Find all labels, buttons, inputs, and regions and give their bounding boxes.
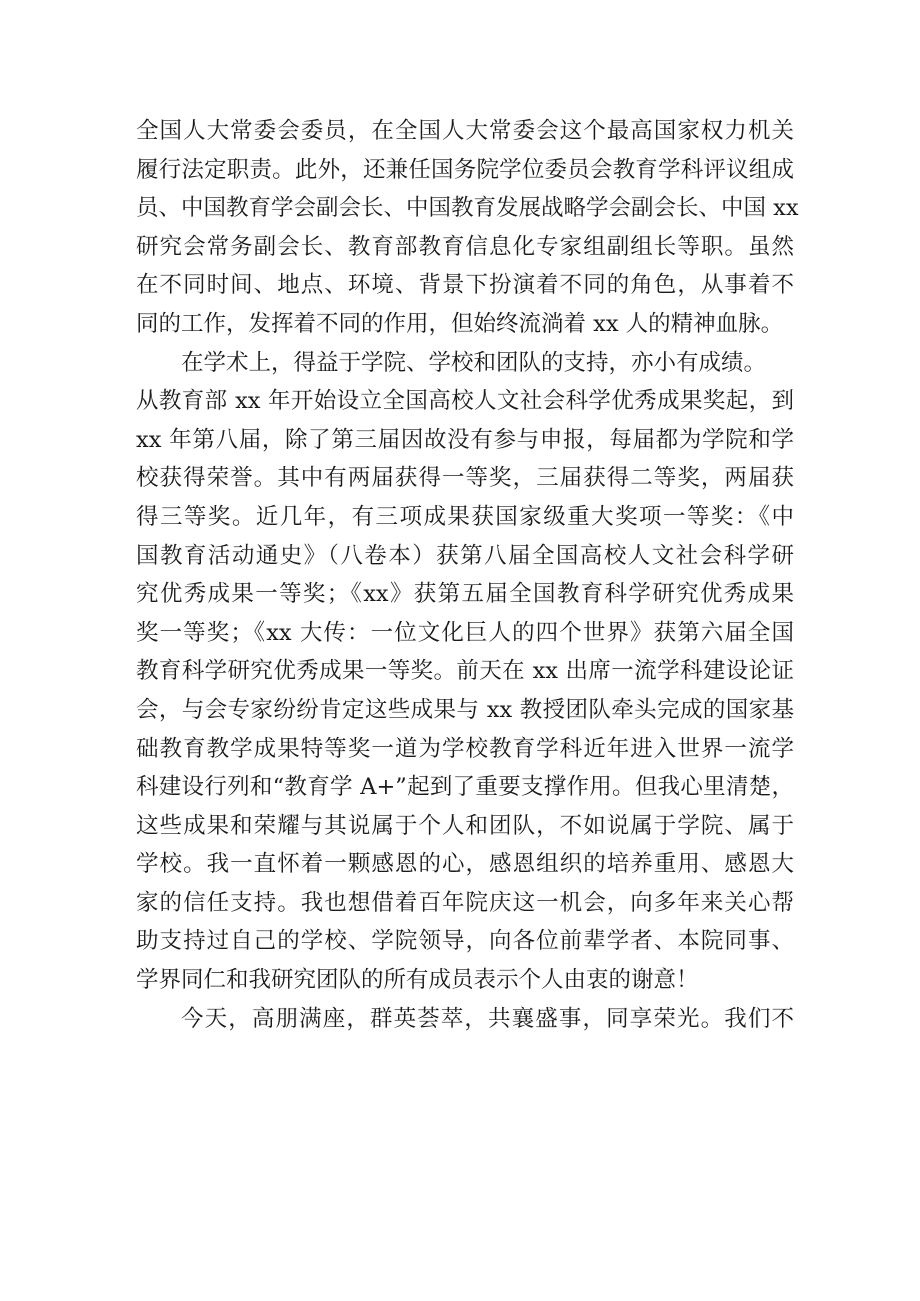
text-line: 学界同仁和我研究团队的所有成员表示个人由衷的谢意！ <box>136 967 699 994</box>
text-line: 础教育教学成果特等奖一道为学校教育学科近年进入世界一流学 <box>136 735 794 762</box>
text-line: 教育科学研究优秀成果一等奖。前天在 xx 出席一流学科建设论证 <box>136 658 794 685</box>
text-line: 研究会常务副会长、教育部教育信息化专家组副组长等职。虽然 <box>136 233 794 260</box>
text-line: 国教育活动通史》（八卷本）获第八届全国高校人文社会科学研 <box>136 542 794 569</box>
text-line: 在不同时间、地点、环境、背景下扮演着不同的角色，从事着不 <box>136 272 794 299</box>
text-line: 履行法定职责。此外，还兼任国务院学位委员会教育学科评议组成 <box>136 156 794 183</box>
text-line: 究优秀成果一等奖；《xx》获第五届全国教育科学研究优秀成果 <box>136 581 794 608</box>
text-line: 这些成果和荣耀与其说属于个人和团队，不如说属于学院、属于 <box>136 812 794 839</box>
paragraph-start-line: 今天，高朋满座，群英荟萃，共襄盛事，同享荣光。我们不 <box>181 1005 794 1032</box>
text-line: 科建设行列和“教育学 A+”起到了重要支撑作用。但我心里清楚， <box>136 774 794 801</box>
text-line: 全国人大常委会委员，在全国人大常委会这个最高国家权力机关 <box>136 118 794 144</box>
text-line: 同的工作，发挥着不同的作用，但始终流淌着 xx 人的精神血脉。 <box>136 310 784 337</box>
text-line: 奖一等奖；《xx 大传：一位文化巨人的四个世界》获第六届全国 <box>136 619 794 646</box>
text-line: 助支持过自己的学校、学院领导，向各位前辈学者、本院同事、 <box>136 928 794 955</box>
text-line: 从教育部 xx 年开始设立全国高校人文社会科学优秀成果奖起，到 <box>136 388 794 415</box>
text-line: 员、中国教育学会副会长、中国教育发展战略学会副会长、中国 xx <box>136 195 799 222</box>
body-text <box>136 112 799 1038</box>
text-line: 家的信任支持。我也想借着百年院庆这一机会，向多年来关心帮 <box>136 889 794 916</box>
paragraph-start-line: 在学术上，得益于学院、学校和团队的支持，亦小有成绩。 <box>181 349 767 376</box>
text-line: xx 年第八届，除了第三届因故没有参与申报，每届都为学院和学 <box>136 426 794 453</box>
text-line: 学校。我一直怀着一颗感恩的心，感恩组织的培养重用、感恩大 <box>136 851 794 878</box>
text-line: 会，与会专家纷纷肯定这些成果与 xx 教授团队牵头完成的国家基 <box>136 696 794 723</box>
text-line: 得三等奖。近几年，有三项成果获国家级重大奖项一等奖：《中 <box>136 503 794 530</box>
text-line: 校获得荣誉。其中有两届获得一等奖，三届获得二等奖，两届获 <box>136 465 794 492</box>
